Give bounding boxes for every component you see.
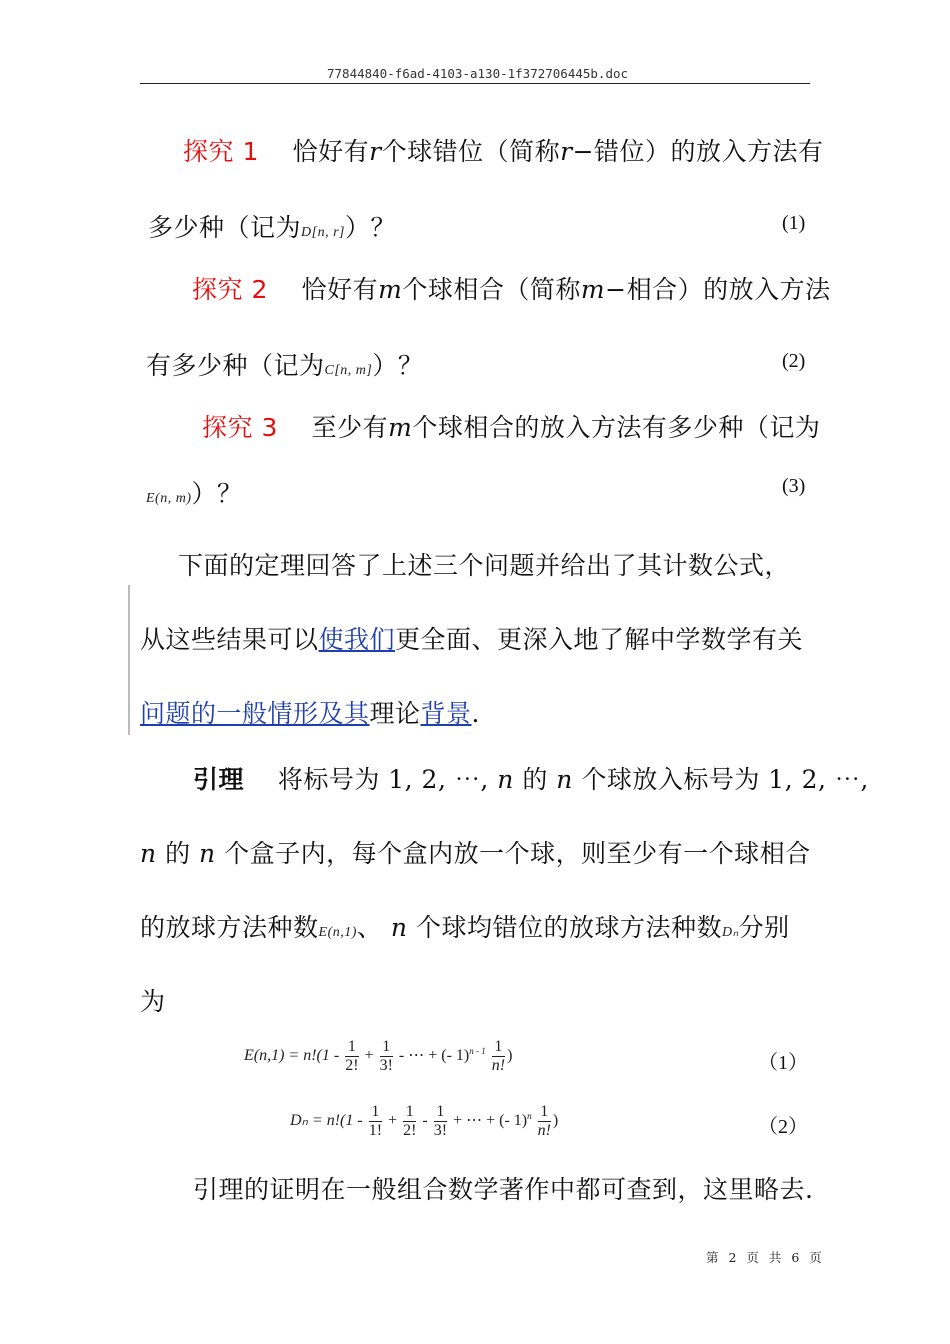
formula-number-2: （2） xyxy=(758,1116,808,1138)
equation-number-3: (3) xyxy=(782,475,806,497)
question-1-line-2: 多少种（记为D[n, r]）？ xyxy=(148,213,396,242)
header-rule xyxy=(140,83,810,84)
question-2-line-1: 探究 2 恰好有m个球相合（简称m−相合）的放入方法 xyxy=(192,275,831,304)
question-3-label: 探究 3 xyxy=(202,413,278,442)
formula-1: E(n,1) = n!(1 - $\frac{1}{2!}$ + $\frac{1}{3!}$ - ⋯ + (- 1)$^{n - 1}$ $\frac{1}{n!}$ ) xyxy=(244,1038,513,1074)
equation-number-2: (2) xyxy=(782,350,806,372)
page-number: 第 2 页 共 6 页 xyxy=(706,1250,825,1265)
notation-d-n-r: D[n, r] xyxy=(301,225,345,240)
lemma-line-4: 为 xyxy=(140,987,166,1016)
question-1-label: 探究 1 xyxy=(183,137,259,166)
paragraph-line-3: 问题的一般情形及其理论背景. xyxy=(140,699,480,728)
fraction: $\frac{1}{3!}$ xyxy=(379,1038,393,1074)
closing-sentence: 引理的证明在一般组合数学著作中都可查到，这里略去. xyxy=(193,1175,814,1204)
paragraph-line-1: 下面的定理回答了上述三个问题并给出了其计数公式， xyxy=(178,551,791,580)
notation-c-n-m: C[n, m] xyxy=(324,363,373,378)
question-3-line-2: E(n, m)）？ xyxy=(146,479,243,508)
formula-number-1: （1） xyxy=(758,1052,808,1074)
lemma-line-2: n 的 n 个盒子内，每个盒内放一个球，则至少有一个球相合 xyxy=(140,839,811,868)
lemma-label: 引理 xyxy=(193,765,245,794)
fraction: $\frac{1}{2!}$ xyxy=(345,1038,359,1074)
equation-number-1: (1) xyxy=(782,212,806,234)
notation-d-n: Dₙ xyxy=(721,925,739,940)
fraction: $\frac{1}{n!}$ xyxy=(537,1103,551,1139)
question-1-line-1: 探究 1 恰好有r个球错位（简称r−错位）的放入方法有 xyxy=(183,137,824,166)
notation-e-n-1: E(n,1) xyxy=(318,925,357,940)
hyperlink-general-case[interactable]: 问题的一般情形及其 xyxy=(140,699,370,728)
fraction: $\frac{1}{3!}$ xyxy=(433,1103,448,1139)
fraction: $\frac{1}{n!}$ xyxy=(491,1038,506,1074)
document-filename: 77844840-f6ad-4103-a130-1f372706445b.doc xyxy=(327,66,629,81)
fraction: $\frac{1}{1!}$ xyxy=(368,1103,383,1139)
revision-bar xyxy=(128,585,130,735)
paragraph-line-2: 从这些结果可以使我们更全面、更深入地了解中学数学有关 xyxy=(140,625,804,654)
hyperlink-shi-wo-men[interactable]: 使我们 xyxy=(318,625,396,654)
lemma-line-1: 引理 将标号为 1, 2, ⋯, n 的 n 个球放入标号为 1, 2, ⋯, xyxy=(193,765,869,794)
question-2-line-2: 有多少种（记为C[n, m]）？ xyxy=(146,351,424,380)
fraction: $\frac{1}{2!}$ xyxy=(403,1103,417,1139)
lemma-line-3: 的放球方法种数E(n,1)、 n 个球均错位的放球方法种数Dₙ分别 xyxy=(140,913,790,942)
hyperlink-background[interactable]: 背景 xyxy=(420,699,472,728)
question-3-line-1: 探究 3 至少有m个球相合的放入方法有多少种（记为 xyxy=(202,413,821,442)
formula-2: Dₙ = n!(1 - $\frac{1}{1!}$ + $\frac{1}{2!}$ - $\frac{1}{3!}$ + ⋯ + (- 1)$^n$ $\frac{1}{n!}$ ) xyxy=(290,1103,559,1139)
question-2-label: 探究 2 xyxy=(192,275,268,304)
notation-e-n-m: E(n, m) xyxy=(146,491,192,506)
